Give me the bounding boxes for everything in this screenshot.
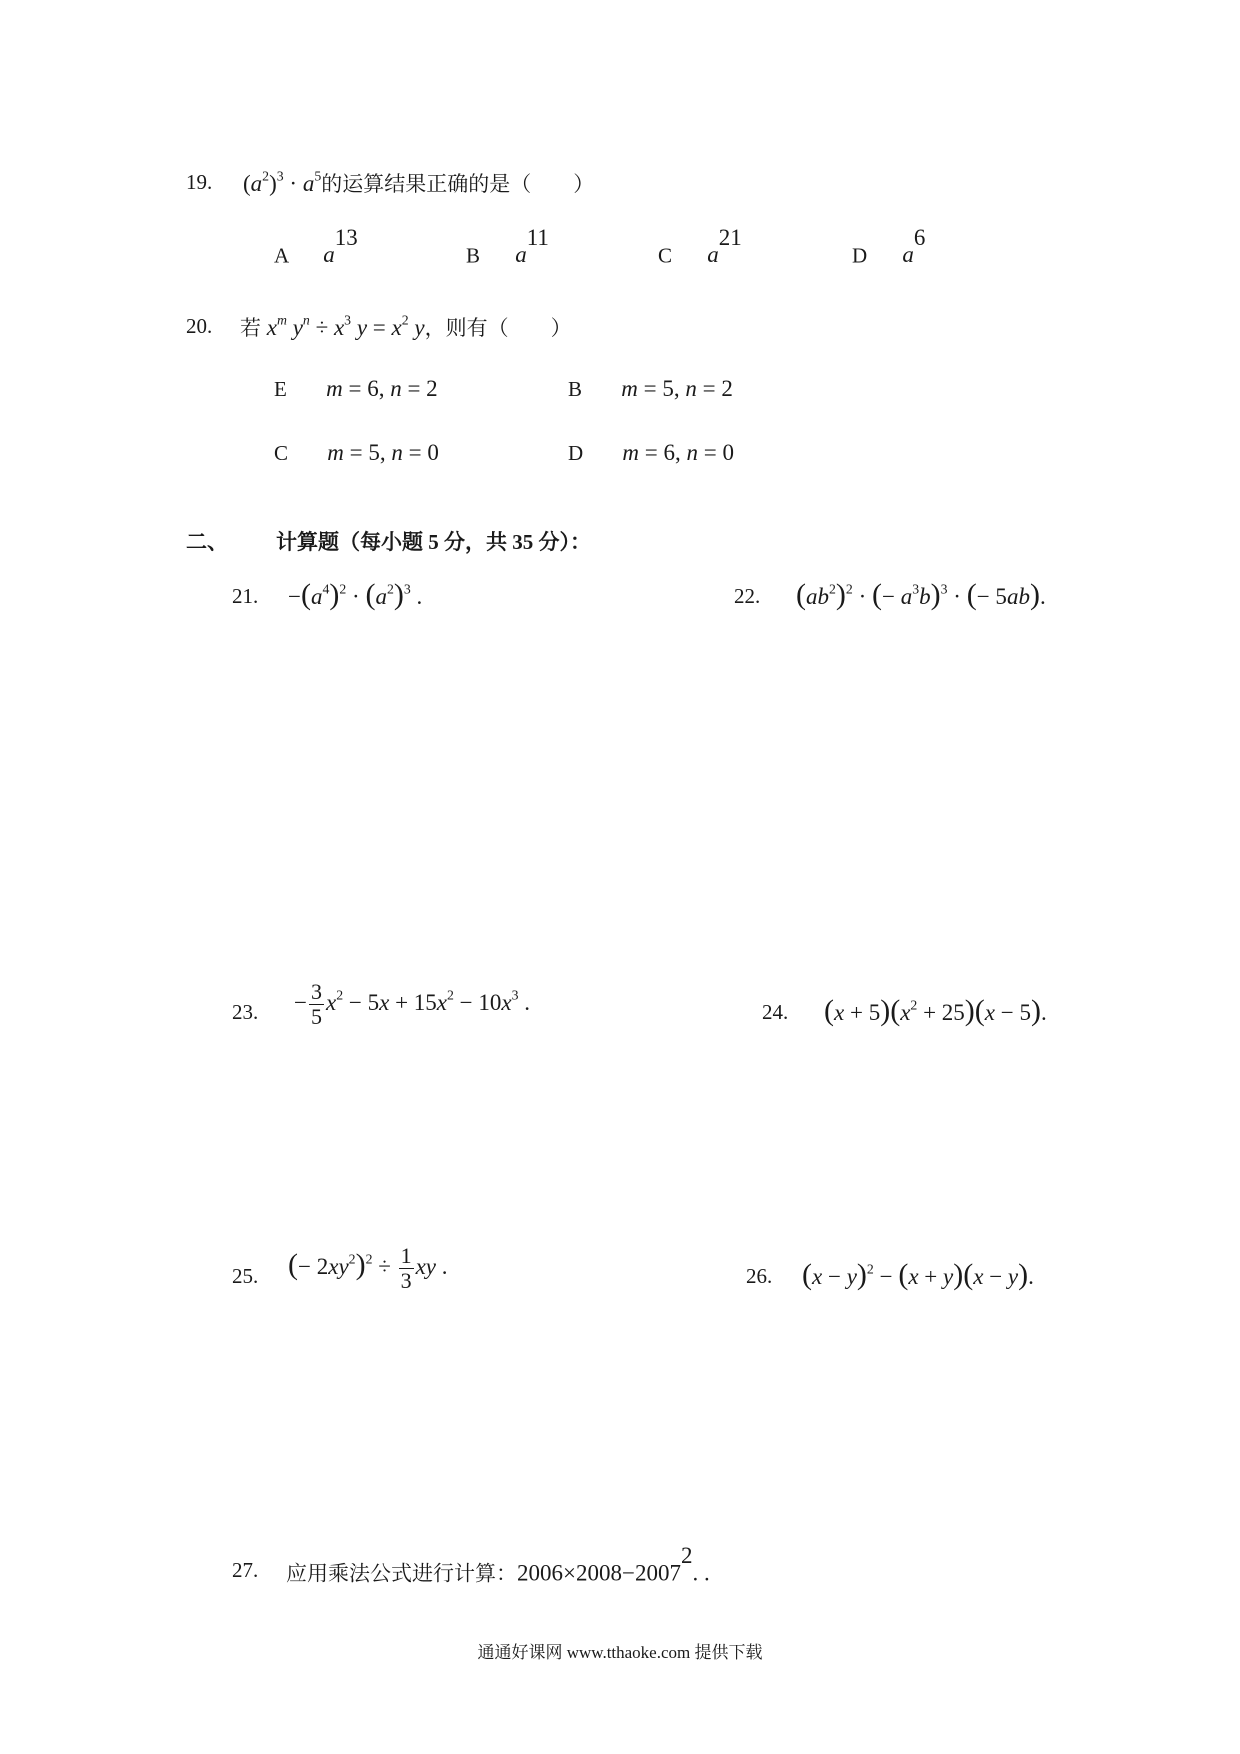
q19-option-a-exp: 13	[334, 225, 358, 250]
q27-line	[286, 1543, 710, 1587]
q26-expression: $(x - y)^2 - (x + y)(x - y)$.	[802, 1258, 1034, 1291]
q20-number: 20.	[186, 314, 213, 338]
q19-number: 19.	[186, 170, 213, 194]
q19-option-a-letter: A	[274, 243, 289, 268]
q23-expression: − $\frac{3}{5}$ $x^2 - 5x + 15x^2 - 10x^3$ .	[294, 979, 531, 1030]
q20-option-c-letter: C	[274, 441, 289, 465]
q19-option-d-letter: D	[852, 243, 868, 268]
q20-option-b-n: 2	[721, 376, 733, 401]
q19-option-b-exp: 11	[526, 225, 549, 250]
q21-number: 21.	[232, 584, 259, 608]
q22-number: 22.	[734, 584, 761, 608]
q20-option-c-n: 0	[427, 440, 439, 465]
q19-option-b[interactable]: B $a^{11}$	[466, 225, 549, 268]
q27-expression: 2006×2008−2007	[517, 1560, 681, 1586]
q21-expression: $-(a^4)^2 \cdot (a^2)^3$ .	[288, 578, 423, 611]
q19-text: 的运算结果正确的是（ ）	[321, 172, 595, 196]
section-2-index: 二、	[186, 530, 228, 554]
q20-option-e-m: 6	[367, 376, 379, 401]
q20-prefix: 若	[240, 316, 261, 340]
q27-number: 27.	[232, 1558, 259, 1582]
q20-option-b-letter: B	[568, 377, 583, 401]
q20-option-b[interactable]: B m = 5, n = 2	[568, 376, 733, 401]
q23-number: 23.	[232, 1000, 259, 1024]
q20-option-b-m: 5	[662, 376, 674, 401]
q27-text: 应用乘法公式进行计算：	[286, 1561, 517, 1586]
q25-number: 25.	[232, 1264, 259, 1288]
q19-expression: $(a^2)^3 \cdot a^5$的运算结果正确的是（ ）	[243, 168, 595, 196]
q20-option-c-m: 5	[368, 440, 380, 465]
q20-expression: 若 $x^m$ $y^n \div x^3$ $y = x^2$ y，则有（ ）	[240, 312, 572, 340]
q19-option-d[interactable]: D $a^6$	[852, 225, 926, 268]
q24-expression: $(x + 5)(x^2 + 25)(x - 5)$.	[824, 994, 1047, 1027]
q24-number: 24.	[762, 1000, 789, 1024]
q19-option-a[interactable]: A $a^{13}$	[274, 225, 358, 268]
q22-expression: $(ab^2)^2$ · (− $a^3b)^3$ · (− 5ab).	[796, 578, 1046, 611]
q20-option-d-letter: D	[568, 441, 584, 465]
q20-option-e-n: 2	[426, 376, 438, 401]
q20-option-e[interactable]: E m = 6, n = 2	[274, 376, 438, 401]
q27-tail: . .	[692, 1560, 710, 1586]
q20-option-d-n: 0	[722, 440, 735, 465]
page-footer: 通通好课网 www.tthaoke.com 提供下载	[477, 1643, 763, 1662]
q20-option-c[interactable]: C m = 5, n = 0	[274, 440, 439, 465]
q27-exponent: 2	[680, 1543, 693, 1568]
q19-option-c[interactable]: C $a^{21}$	[658, 225, 742, 268]
section-2-title: 计算题（每小题 5 分，共 35 分）：	[276, 530, 591, 554]
q19-option-c-letter: C	[658, 243, 673, 268]
q20-option-d-m: 6	[663, 440, 676, 465]
q20-option-e-letter: E	[274, 377, 287, 401]
q19-option-c-exp: 21	[718, 225, 742, 250]
q25-expression: (− $2xy^2)^2$ ÷ $\frac{1}{3}$ xy .	[288, 1243, 448, 1294]
q19-option-d-exp: 6	[913, 225, 926, 250]
q19-option-b-letter: B	[466, 243, 481, 268]
q20-option-d[interactable]: D m = 6, n = 0	[568, 440, 735, 465]
q20-suffix: ，则有（ ）	[424, 316, 572, 340]
q26-number: 26.	[746, 1264, 773, 1288]
